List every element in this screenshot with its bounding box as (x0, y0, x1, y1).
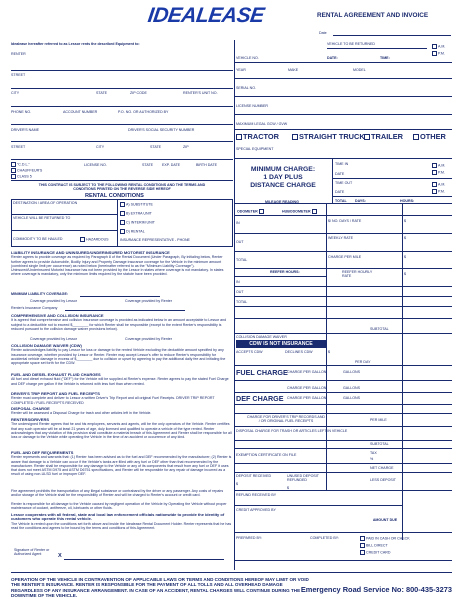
comprehensive-section: COMPREHENSIVE AND COLLISION INSURANCE It is agreed that comprehensive and collision insurance coverage is provided as indicated below in an amount acceptable to Lessor and subject to a deductible not to exceed $________ for which Renter shall be responsible (except to the extent Renter's responsibility is reduced pursuant to the collision damage waiver provisions below). (11, 313, 227, 331)
def-gallons: GALLONS (343, 396, 360, 400)
time-out-am[interactable]: A.M. (432, 182, 445, 187)
class-cdl[interactable]: "C.D.L." (11, 162, 30, 167)
idealease-logo: IDEALEASE (146, 4, 266, 27)
pct-label: % (370, 457, 374, 461)
minimum-charge: MINIMUM CHARGE: 1 DAY PLUS DISTANCE CHARGE (250, 166, 316, 189)
phone-label: PHONE NO. (11, 110, 32, 114)
renters-unit-label: RENTER'S UNIT NO. (183, 91, 218, 95)
street-label: STREET (11, 73, 26, 77)
deposit-dollar: $ (236, 482, 238, 486)
max-gvw-label: MAXIMUM LEGAL GCW / GVW (236, 122, 288, 126)
liability-section: LIABILITY INSURANCE AND UNINSURED/UNDERINSURED MOTORIST INSURANCE Renter agrees to provide coverage as required by Paragraph 8 of the Rental Document (Under Paragraph, By initialing below, Renter further agrees to provide Automobile, Bodily Injury and Property Damage insurance coverage for the Vehicle in the minimum amount (combined single limit per occurrence) as noted below (hereinafter referred to as the "Minimum Liability Coverage"). Uninsured/Underinsured Motorist Insurance has not been provided by the Lessor in states where coverage is not mandatory. In states where coverage is mandatory, only the minimum limits required by the statute have been provided. (11, 250, 224, 277)
po-label: P.O. NO. OR AUTHORIZED BY (118, 110, 169, 114)
footer-warning: OPERATION OF THE VEHICLE IN CONTRAVENTION OF APPLICABLE LAWS OR TERMS AND CONDITIONS HEREOF MAY LIMIT OR VOID THE RENTER'S INSURANCE. RENTER IS RESPONSIBLE FOR THE PAYMENT OF ALL TOLLS AND ALL OVERHEAD DAMAGE REGARDLESS OF ANY INSURANCE ARRANGEMENT. IN CASE OF AN ACCIDENT, RENTAL CHARGES WILL CONTINUE DURING THE DOWNTIME OF THE VEHICLE. (11, 577, 309, 599)
trip-report-section: DRIVER'S TRIP REPORT AND FUEL RECEIPTS Renter must complete and deliver to Lessor a written Driver's Trip Report and all original Fuel Receipts. DRIVER TRIP REPORT COMPLETED / FUEL RECEIPTS RECEIVED (11, 391, 215, 405)
def-cpg: CHARGE PER GALLON (287, 396, 327, 400)
license-city: CITY (96, 145, 105, 149)
pay-cash[interactable]: PAID IN CASH OR CHECK (360, 536, 410, 541)
mileage-in: IN (236, 221, 240, 225)
city-label: CITY (11, 91, 20, 95)
fuel-charge-label: FUEL CHARGE (236, 368, 288, 377)
mileage-total: TOTAL (236, 258, 248, 262)
mileage-reading-label: MILEAGE READING (265, 200, 299, 204)
exp-date-label: EXP. DATE (162, 163, 181, 167)
comp-by-renter: Coverage provided by Renter (125, 337, 172, 341)
hazardous-check[interactable]: HAZARDOUS (80, 237, 109, 242)
declines-cdw[interactable]: DECLINES CDW (285, 350, 313, 354)
fuel-gallons-2: GALLONS (343, 386, 360, 390)
credit-approved-label: CREDIT APPROVED BY (236, 508, 276, 512)
return-date-label: DATE: (327, 56, 338, 60)
option-substitute[interactable]: A) SUBSTITUTE (120, 202, 153, 207)
conditions-title: THIS CONTRACT IS SUBJECT TO THE FOLLOWING RENTAL CONDITIONS AND THE TERMS AND CONDITIONS PRINTED ON THE REVERSE SIDE HEREOF (38, 183, 206, 192)
refund-received-label: REFUND RECEIVED BY (236, 493, 277, 497)
signature-x: X (58, 553, 62, 559)
amount-due-label: AMOUNT DUE (372, 518, 398, 522)
time-in-date: DATE (335, 172, 345, 176)
destination-label: DESTINATION / AREA OF OPERATION (13, 201, 78, 205)
unused-dollar: $ (287, 486, 289, 490)
license-zip: ZIP (183, 145, 189, 149)
time-in-label: TIME IN (335, 162, 349, 166)
fuel-cpg-2: CHARGE PER GALLON (287, 386, 327, 390)
less-deposit-label: LESS DEPOSIT (370, 478, 396, 482)
per-mile-label: PER MILE (370, 418, 387, 422)
license-state: STATE (150, 145, 162, 149)
signature-line[interactable] (64, 559, 224, 560)
account-label: ACCOUNT NUMBER (63, 110, 98, 114)
make-label: MAKE (288, 68, 299, 72)
ssn-label: DRIVER'S SOCIAL SECURITY NUMBER (128, 128, 195, 132)
fuel-cpg: CHARGE PER GALLON (287, 370, 327, 374)
birth-date-label: BIRTH DATE (196, 163, 218, 167)
rate-day-label: $/ NO. DAYS / RATE (328, 219, 362, 223)
option-rental[interactable]: D) RENTAL (120, 229, 145, 234)
coverage-by-renter: Coverage provided by Renter (125, 299, 172, 303)
model-label: MODEL (353, 68, 366, 72)
year-label: YEAR (236, 68, 246, 72)
collision-waiver-label: COLLISION DAMAGE WAIVER (236, 335, 287, 339)
per-day-label: PER DAY (355, 360, 371, 364)
cdw-not-insurance: CDW IS NOT INSURANCE (236, 340, 326, 348)
law-enforcement-section: Lessor cooperates with all federal, state and local law enforcement officials nationwide to provide the identity of customers who operate this rental vehicle. The Vehicle is rented upon the conditions set forth above and inside the Idealease Rental Document Holder. Renter represents that he has read the conditions and agrees to be bound by the terms and conditions of this Agreement. (11, 512, 232, 530)
reefer-hours-label: REEFER HOURS: (270, 270, 300, 274)
emergency-road-service: Emergency Road Service No: 800-435-3273 (300, 585, 452, 594)
time-out-pm[interactable]: P.M. (432, 189, 445, 194)
pay-credit-card[interactable]: CREDIT CARD (360, 550, 391, 555)
tax-label: TAX (370, 451, 377, 455)
rate-dollar: $ (404, 219, 406, 223)
license-street: STREET (11, 145, 26, 149)
days-label: DAYS: (355, 199, 366, 203)
returned-to-label: VEHICLE WILL BE RETURNED TO (13, 216, 71, 220)
subtotal-2-label: SUBTOTAL (370, 442, 389, 446)
reefer-dollar: $ (404, 272, 406, 276)
reefer-out: OUT (236, 290, 244, 294)
type-straight-truck[interactable]: STRAIGHT TRUCK (292, 132, 365, 141)
odometer-check[interactable]: ODOMETER (237, 209, 265, 214)
mileage-out: OUT (236, 240, 244, 244)
renters-ins-label: Renter's Insurance Company (11, 306, 58, 310)
drivers-name-label: DRIVER'S NAME (11, 128, 40, 132)
illegal-substance-section: Fire agreement prohibits the transportation of any illegal substance or contraband by the driver or any passenger. Any costs of repairs and/or storage of the Vehicle shall be the responsibility of Renter and will be charged to Renter's account or credit card. (11, 489, 224, 498)
cdw-dollar: $ (328, 350, 330, 354)
returned-label: VEHICLE TO BE RETURNED (327, 42, 375, 46)
reefer-in: IN (236, 280, 240, 284)
comp-by-lessor: Coverage provided by Lessor (30, 337, 77, 341)
total-label: TOTAL (335, 199, 347, 203)
type-other[interactable]: OTHER (413, 132, 446, 141)
reefer-total: TOTAL (236, 300, 248, 304)
weekly-dollar: $ (404, 236, 406, 240)
renters-drivers-section: RENTERS/DRIVERS The undersigned Renter agrees that he and his employees, servants and agents, will be the only operators of the Vehicle. Renter certifies that any such operator will be at least 21 years of age, duly licensed and qualified to operate a vehicle of the type rented. Renter acknowledges that any violation of this provision shall constitute a material breach of this Agreement and Renter shall be responsible for all loss or damage to the Vehicle while operating the Vehicle in the time of an accident or occurrence of any kind. (11, 417, 232, 440)
disposal-charge-label: DISPOSAL CHARGE FOR TRASH OR ARTICLES LEFT IN VEHICLE (236, 429, 348, 433)
hubodometer-check[interactable]: HUBODOMETER (282, 209, 318, 214)
commodity-label: COMMODITY TO BE HAULED (13, 237, 63, 241)
date-line[interactable] (333, 35, 451, 36)
coverage-by-lessor: Coverage provided by Lessor (30, 299, 77, 303)
type-tractor[interactable]: TRACTOR (236, 132, 279, 141)
prepared-by-label: PREPARED BY: (236, 536, 263, 540)
time-in-pm[interactable]: P.M. (432, 170, 445, 175)
subtotal-label: SUBTOTAL (370, 327, 389, 331)
negligent-section: Renter is responsible for all damage to the Vehicle caused by negligent operation of the Vehicle by Operating the Vehicle without proper maintenance of coolant, antifreeze, oil, lubricants or other fluids. (11, 502, 227, 511)
form-title: RENTAL AGREEMENT AND INVOICE (317, 12, 429, 19)
rental-conditions-title: RENTAL CONDITIONS (85, 193, 144, 199)
pay-bill-direct[interactable]: BILL DIRECT (360, 543, 388, 548)
vehicle-no-label: VEHICLE NO. (236, 56, 259, 60)
exemption-label: EXEMPTION CERTIFICATE ON FILE (236, 453, 297, 457)
return-time-label: TIME: (380, 56, 390, 60)
renter-label: RENTER (11, 52, 26, 56)
class-chauffeur[interactable]: CHAUFFEUR'S (11, 168, 42, 173)
completed-by-label: COMPLETED BY: (310, 536, 339, 540)
fuel-section: FUEL AND DIESEL EXHAUST FLUID CHARGES All fuel and diesel exhaust fluid ("DEF") for the Vehicle will be supplied at Renter's expense. Renter agrees to pay the stated Fuel Charge and DEF charge per gallon if the Vehicle is returned with less fuel than when rented. (11, 372, 229, 386)
license-number-label: LICENSE NUMBER (236, 104, 268, 108)
cdw-section: COLLISION DAMAGE WAIVER (CDW) Renter acknowledges liability to pay Lessor for loss or damage to the rented Vehicle excluding the deductible amount specified by any insurance coverage, whether provided by Lessor or Renter. Renter may accept Lessor's offer to reduce Renter's responsibility for accidental vehicle damage in excess of $________ due to collision or upset by agreeing to pay the additional daily fee and initialing the appropriate space set forth for the CDW. (11, 343, 226, 366)
class-5[interactable]: CLASS 5 (11, 174, 32, 179)
ins-rep-label: INSURANCE REPRESENTATIVE - PHONE (120, 238, 190, 242)
am-check[interactable]: A.M. (432, 44, 445, 49)
deposit-received-label: DEPOSIT RECEIVED (236, 474, 272, 478)
weekly-label: WEEKLY RATE (328, 236, 353, 240)
min-liability-label: MINIMUM LIABILITY COVERAGE: (11, 292, 69, 296)
reefer-rate-label: REEFER HOURLY RATE (342, 270, 373, 279)
license-state2: STATE (142, 163, 154, 167)
accepts-cdw[interactable]: ACCEPTS CDW (236, 350, 263, 354)
time-out-date: DATE (335, 190, 345, 194)
special-equipment-label: SPECIAL EQUIPMENT (236, 147, 274, 151)
unused-deposit-label: UNUSED DEPOSIT REFUNDED (287, 474, 319, 483)
disposal-section: DISPOSAL CHARGE Renter will be assessed a Disposal Charge for trash and other articles left in the Vehicle. (11, 406, 152, 416)
def-charge-label: DEF CHARGE (236, 394, 284, 403)
trip-charge-label: CHARGE FOR DRIVER'S TRIP RECORDS AND / OR ORIGINAL FUEL RECEIPTS (246, 415, 326, 424)
pm-check[interactable]: P.M. (432, 51, 445, 56)
fuel-gallons: GALLONS (343, 370, 360, 374)
signature-label: Signature of Renter or Authorized Agent (14, 548, 50, 557)
cpm-dollar: $ (404, 255, 406, 259)
serial-label: SERIAL NO. (236, 86, 257, 90)
time-out-label: TIME OUT (335, 181, 353, 185)
option-extra[interactable]: B) EXTRA UNIT (120, 211, 152, 216)
zip-label: ZIP CODE (130, 91, 147, 95)
fuel-def-section: FUEL AND DEF REQUIREMENTS Renter represents and warrants that: (1) Renter has been advised as to the fuel and DEF recommended by the manufacturer; (2) Renter is aware that damage to a Vehicle can occur if the Vehicle's tanks are filled with any fuel or DEF other than that recommended by the manufacturer. Renter shall be responsible for any damage to the Vehicle or any of its components that result from any fuel or DEF it uses that does not meet ASTM D975 and ASTM D6751 specifications, and Renter will be responsible for any repair of damage incurred as a result of using non-ULSD fuel or improper DEF. (11, 450, 232, 477)
type-trailer[interactable]: TRAILER (364, 132, 403, 141)
option-interim[interactable]: C) INTERIM UNIT (120, 220, 155, 225)
hours-label: HOURS: (400, 199, 415, 203)
license-no-label: LICENSE NO. (84, 163, 107, 167)
charge-per-mile-label: CHARGE PER MILE (328, 255, 362, 259)
net-charge-label: NET CHARGE (370, 466, 394, 470)
state-label: STATE (96, 91, 108, 95)
renter-intro: Idealease hereafter referred to as Lessor rents the described Equipment to: (11, 42, 140, 46)
date-label: Date (319, 31, 327, 35)
time-in-am[interactable]: A.M. (432, 163, 445, 168)
